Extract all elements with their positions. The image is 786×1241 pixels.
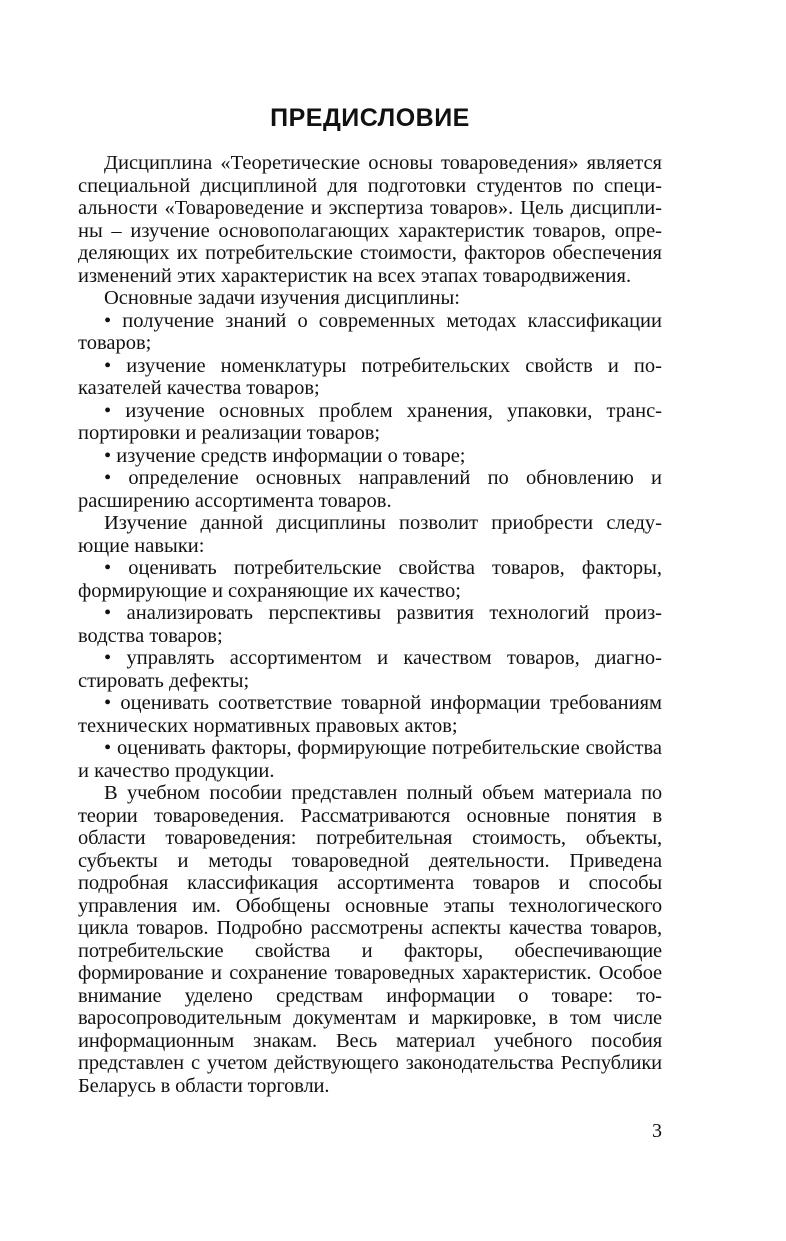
- list-item-task-classification: • получение знаний о современных методах классификации товаров;: [78, 309, 662, 354]
- page-number: 3: [652, 1120, 662, 1142]
- list-item-skill-manage-assortment: • управлять ассортиментом и качеством товаров, диагностировать дефекты;: [78, 647, 662, 692]
- preface-body: [78, 152, 662, 1097]
- list-item-skill-analyze-technologies: • анализировать перспективы развития технологий производства товаров;: [78, 602, 662, 647]
- paragraph-tasks-heading: Основные задачи изучения дисциплины:: [104, 287, 460, 309]
- paragraph-intro: Дисциплина «Теоретические основы товароведения» является специальной дисциплиной для подготовки студентов по специальности «Товароведение и экспертиза товаров». Цель дисциплины – изучение основополагающих характеристик товаров, определяющих их потребительские стоимости, факторов обеспечения изменений этих характеристик на всех этапах товародвижения.: [78, 152, 662, 287]
- list-item-skill-evaluate-factors: • оценивать факторы, формирующие потребительские свойства и качество продукции.: [78, 737, 662, 782]
- list-item-task-nomenclature: • изучение номенклатуры потребительских свойств и показателей качества товаров;: [78, 354, 662, 399]
- paragraph-skills-heading: Изучение данной дисциплины позволит приобрести следующие навыки:: [78, 512, 662, 557]
- list-item-task-storage: • изучение основных проблем хранения, упаковки, транспортировки и реализации товаров;: [78, 399, 662, 444]
- list-item-task-information: • изучение средств информации о товаре;: [104, 444, 466, 467]
- paragraph-textbook-summary: В учебном пособии представлен полный объем материала по теории товароведения. Рассматриваются основные понятия в области товароведения: потребительная стоимость, объекты, субъекты и методы товароведной деятельности. Приведена подробная классификация ассортимента товаров и способы управления им. Обобщены основные этапы технологического цикла товаров. Подробно рассмотрены аспекты качества товаров, потребительские свойства и факторы, обеспечивающие формирование и сохранение товароведных характеристик. Особое внимание уделено средствам информации о товаре: товаросопроводительным документам и маркировке, в том числе информационным знакам. Весь материал учебного пособия представлен с учетом действующего законодательства Республики Беларусь в области торговли.: [78, 782, 662, 1097]
- list-item-skill-evaluate-compliance: • оценивать соответствие товарной информации требованиям технических нормативных правовых актов;: [78, 692, 662, 737]
- list-item-task-assortment: • определение основных направлений по обновлению и расширению ассортимента товаров.: [78, 467, 662, 512]
- list-item-skill-evaluate-properties: • оценивать потребительские свойства товаров, факторы, формирующие и сохраняющие их качество;: [78, 557, 662, 602]
- page-title: ПРЕДИСЛОВИЕ: [270, 104, 470, 132]
